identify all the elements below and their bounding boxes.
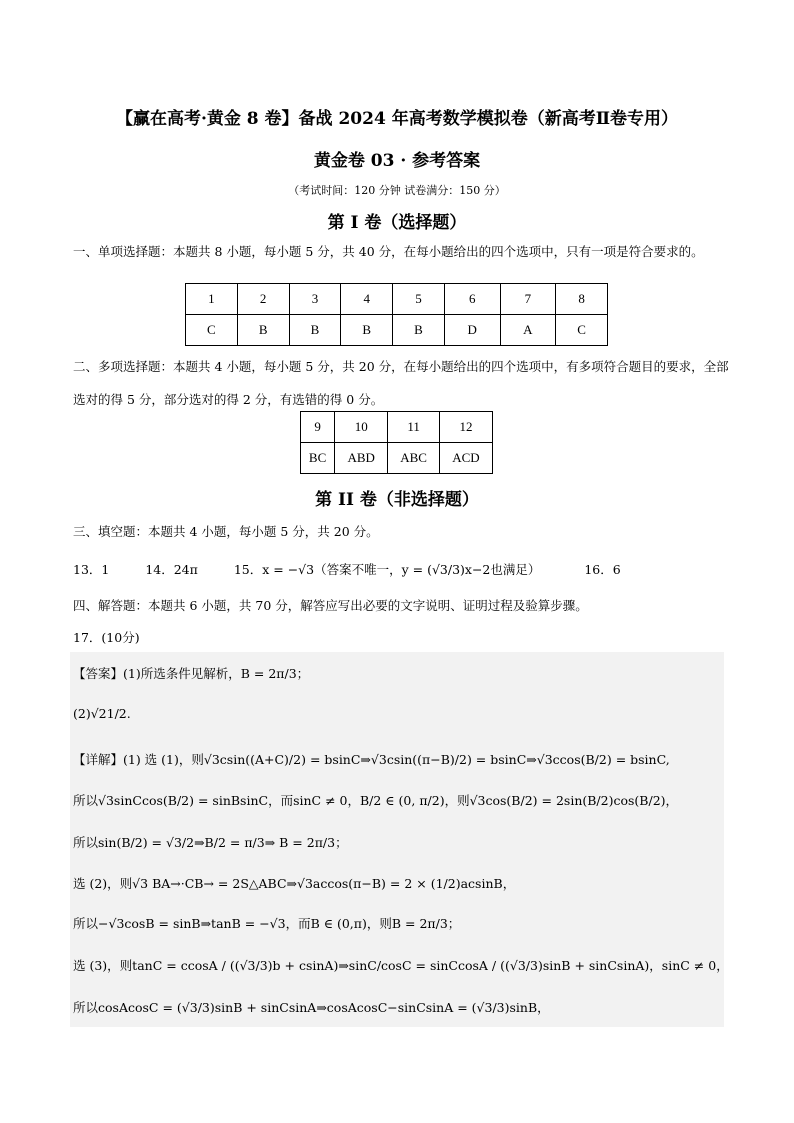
table-cell: B — [237, 315, 289, 346]
detail-line-3: 所以sin(B/2) = √3/2⇒B/2 = π/3⇒ B = 2π/3； — [73, 835, 348, 850]
answer-16: 16．6 — [584, 562, 621, 577]
table-cell: 12 — [439, 412, 492, 443]
table-cell: 3 — [289, 284, 341, 315]
table-cell: B — [289, 315, 341, 346]
single-choice-instructions: 一、单项选择题：本题共 8 小题，每小题 5 分，共 40 分，在每小题给出的四个选项中，只有一项是符合要求的。 — [73, 244, 704, 259]
table-cell: ACD — [439, 443, 492, 474]
detail-line-6: 选 (3)，则tanC = ccosA / ((√3/3)b + csinA)⇒sinC/cosC = sinCcosA / ((√3/3)sinB + sinCsinA)，sinC ≠ 0， — [73, 958, 729, 973]
table-cell: B — [393, 315, 445, 346]
solution-instructions: 四、解答题：本题共 6 小题，共 70 分，解答应写出必要的文字说明、证明过程及验算步骤。 — [73, 598, 588, 613]
part2-heading: 第 II 卷（非选择题） — [315, 490, 479, 510]
detail-line-4: 选 (2)，则√3 BA→·CB→ = 2S△ABC⇒√3accos(π−B) = 2 × (1/2)acsinB， — [73, 876, 516, 891]
answer-line: 【答案】(1)所选条件见解析，B = 2π/3； — [73, 666, 310, 681]
table-row — [186, 284, 608, 315]
answer-13: 13．1 — [73, 562, 110, 577]
table-cell: 2 — [237, 284, 289, 315]
detail-line-5: 所以−√3cosB = sinB⇒tanB = −√3，而B ∈ (0,π)，则B = 2π/3； — [73, 916, 461, 931]
table-cell: 8 — [556, 284, 608, 315]
table-cell: 7 — [500, 284, 556, 315]
table-cell: ABD — [335, 443, 388, 474]
table-cell: 5 — [393, 284, 445, 315]
answer-15: 15．x = −√3（答案不唯一，y = (√3/3)x−2也满足） — [233, 562, 541, 577]
table-cell: B — [341, 315, 393, 346]
multiple-choice-answer-table — [300, 411, 493, 474]
table-cell: ABC — [388, 443, 440, 474]
table-row — [301, 443, 493, 474]
table-row — [186, 315, 608, 346]
table-cell: 11 — [388, 412, 440, 443]
table-cell: 10 — [335, 412, 388, 443]
multiple-choice-instructions: 二、多项选择题：本题共 4 小题，每小题 5 分，共 20 分，在每小题给出的四个选项中，有多项符合题目的要求，全部选对的得 5 分，部分选对的得 2 分，有选错的得 0 分。 — [73, 359, 729, 407]
document-title: 【赢在高考·黄金 8 卷】备战 2024 年高考数学模拟卷（新高考Ⅱ卷专用） — [115, 109, 679, 129]
table-cell: BC — [301, 443, 335, 474]
table-cell: A — [500, 315, 556, 346]
table-cell: 1 — [186, 284, 238, 315]
document-subtitle: 黄金卷 03 · 参考答案 — [313, 151, 481, 171]
table-cell: 4 — [341, 284, 393, 315]
fill-blank-answers — [73, 560, 621, 578]
table-row — [301, 412, 493, 443]
detail-line-2: 所以√3sinCcos(B/2) = sinBsinC，而sinC ≠ 0，B/2 ∈ (0, π/2)，则√3cos(B/2) = 2sin(B/2)cos(B/2)， — [73, 793, 679, 808]
table-cell: C — [186, 315, 238, 346]
table-cell: D — [444, 315, 500, 346]
single-choice-answer-table — [185, 283, 608, 346]
table-cell: 9 — [301, 412, 335, 443]
part1-heading: 第 I 卷（选择题） — [327, 213, 467, 233]
exam-note: （考试时间：120 分钟 试卷满分：150 分） — [288, 184, 506, 197]
answer-14: 14．24π — [145, 562, 198, 577]
detail-line-7: 所以cosAcosC = (√3/3)sinB + sinCsinA⇒cosAcosC−sinCsinA = (√3/3)sinB， — [73, 1000, 550, 1015]
detail-line-1: 【详解】(1) 选 (1)，则√3csin((A+C)/2) = bsinC⇒√3csin((π−B)/2) = bsinC⇒√3ccos(B/2) = bsinC, — [73, 752, 670, 767]
answer-line-2: (2)√21/2. — [73, 706, 131, 721]
fill-blank-instructions: 三、填空题：本题共 4 小题，每小题 5 分，共 20 分。 — [73, 524, 379, 539]
table-cell: C — [556, 315, 608, 346]
table-cell: 6 — [444, 284, 500, 315]
question-17-label: 17．(10分) — [73, 630, 140, 645]
